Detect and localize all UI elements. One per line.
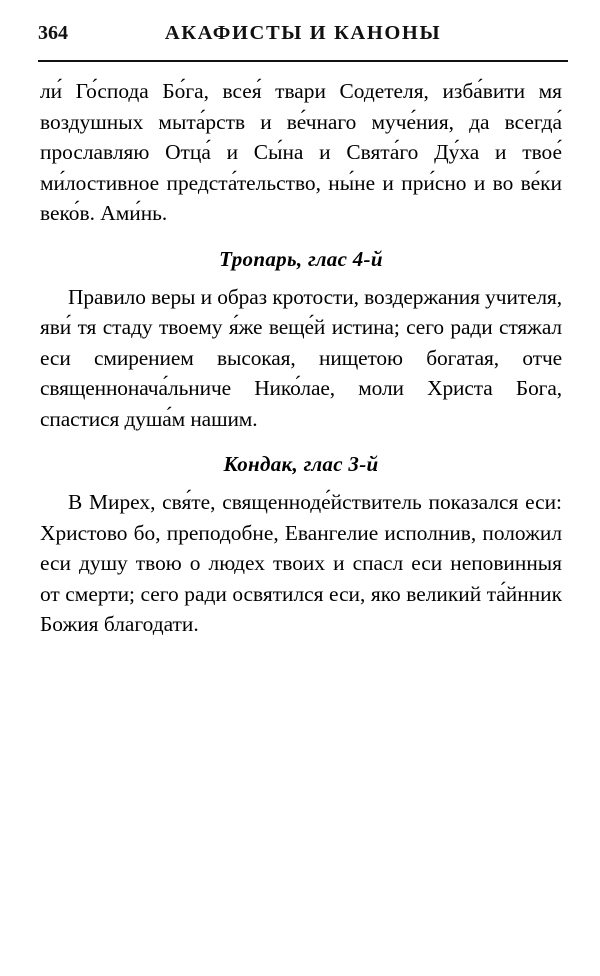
- page-header: [38, 22, 568, 56]
- running-title: АКАФИСТЫ И КАНОНЫ: [164, 22, 442, 44]
- paragraph-kontakion: В Мирех, свя́те, священноде́йствитель показался еси: Христово бо, преподобне, Евангелие исполнив, положил еси душу твою о людех твоих и спасл еси неповинныя от смерти; сего ради освятился еси, яко великий та́йнник Божия благодати.: [40, 490, 562, 636]
- page-number: 364: [38, 22, 68, 44]
- paragraph-continued: ли́ Го́спода Бо́га, всея́ твари Содетеля, изба́вити мя воздушных мыта́рств и ве́чнаго муче́ния, да всегда́ прославляю Отца́ и Сы́на и Свята́го Ду́ха и твое́ ми́лостивное предста́тельство, ны́не и при́сно и во ве́ки веко́в. Ами́нь.: [40, 79, 562, 225]
- rubric-kontakion: Кондак, глас 3-й: [223, 452, 379, 476]
- page-body: [38, 76, 568, 640]
- header-divider: [38, 60, 568, 62]
- rubric-troparion: Тропарь, глас 4-й: [219, 246, 383, 271]
- paragraph-troparion: Правило веры и образ кротости, воздержания учителя, яви́ тя стаду твоему я́же веще́й истина; сего ради стяжал еси смирением высокая, нищетою богатая, отче священнонача́льниче Нико́лае, моли Христа Бога, спастися душа́м нашим.: [40, 284, 562, 431]
